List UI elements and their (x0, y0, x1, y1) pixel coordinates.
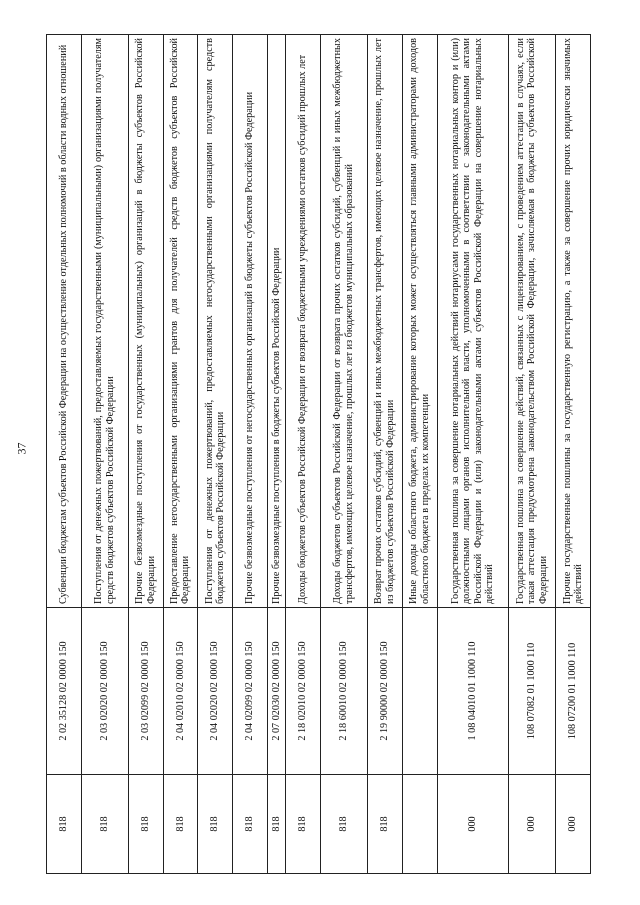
table-row (267, 35, 285, 874)
revenue-code-cell: 2 18 02010 02 0000 150 (286, 608, 321, 775)
table-row (163, 35, 198, 874)
revenue-code-cell: 2 04 02020 02 0000 150 (198, 608, 233, 775)
revenue-name-cell: Субвенции бюджетам субъектов Российской Федерации на осуществление отдельных полномочий в области водных отношений (47, 35, 82, 608)
revenue-code-cell: 2 03 02020 02 0000 150 (81, 608, 128, 775)
admin-code-cell (402, 775, 437, 874)
table-row (368, 35, 403, 874)
revenue-code-cell (402, 608, 437, 775)
admin-code-cell: 818 (286, 775, 321, 874)
revenue-code-cell: 2 03 02099 02 0000 150 (128, 608, 163, 775)
revenue-name-cell: Иные доходы областного бюджета, администрирование которых может осуществляться главными администраторами доходов областного бюджета в пределах их компетенции (402, 35, 437, 608)
admin-code-cell: 818 (368, 775, 403, 874)
table-row (402, 35, 437, 874)
revenue-name-cell: Прочие безвозмездные поступления в бюджеты субъектов Российской Федерации (267, 35, 285, 608)
revenue-code-cell: 2 04 02099 02 0000 150 (233, 608, 268, 775)
table-row (128, 35, 163, 874)
revenue-name-cell: Доходы бюджетов субъектов Российской Федерации от возврата прочих остатков субсидий, субвенций и иных межбюджетных трансфертов, имеющих целевое назначение, прошлых лет из бюджетов муниципальных образований (321, 35, 368, 608)
table-row (556, 35, 591, 874)
revenue-name-cell: Государственная пошлина за совершение нотариальных действий нотариусами государственных нотариальных контор и (или) должностными лицами органов исполнительной власти, уполномоченными в соответствии с законодательными актами Российской Федерации и (или) законодательными актами субъектов Российской Федерации на совершение нотариальных действий (437, 35, 509, 608)
admin-code-cell: 818 (81, 775, 128, 874)
revenue-code-cell: 2 07 02030 02 0000 150 (267, 608, 285, 775)
revenue-name-cell: Возврат прочих остатков субсидий, субвенций и иных межбюджетных трансфертов, имеющих целевое назначение, прошлых лет из бюджетов субъектов Российской Федерации (368, 35, 403, 608)
admin-code-cell: 818 (198, 775, 233, 874)
revenue-code-cell: 2 04 02010 02 0000 150 (163, 608, 198, 775)
table-row (233, 35, 268, 874)
revenue-name-cell: Государственная пошлина за совершение действий, связанных с лицензированием, с проведением аттестации в случаях, если такая аттестация предусмотрена законодательством Российской Федерации, зачисляемая в бюджеты субъектов Российской Федерации (509, 35, 556, 608)
table-row (81, 35, 128, 874)
revenue-code-cell: 2 19 90000 02 0000 150 (368, 608, 403, 775)
revenue-code-cell: 108 07200 01 1000 110 (556, 608, 591, 775)
revenue-codes-table (46, 34, 591, 874)
table-row (286, 35, 321, 874)
table-row (198, 35, 233, 874)
admin-code-cell: 818 (233, 775, 268, 874)
table-row (321, 35, 368, 874)
page-number: 37 (14, 442, 29, 455)
revenue-code-cell: 2 18 60010 02 0000 150 (321, 608, 368, 775)
admin-code-cell: 818 (163, 775, 198, 874)
revenue-code-cell: 2 02 35128 02 0000 150 (47, 608, 82, 775)
admin-code-cell: 818 (47, 775, 82, 874)
revenue-name-cell: Поступления от денежных пожертвований, предоставляемых негосударственными организациями получателям средств бюджетов субъектов Российской Федерации (198, 35, 233, 608)
table-row (437, 35, 509, 874)
admin-code-cell: 000 (556, 775, 591, 874)
admin-code-cell: 000 (509, 775, 556, 874)
revenue-name-cell: Предоставление негосударственными организациями грантов для получателей средств бюджетов субъектов Российской Федерации (163, 35, 198, 608)
revenue-code-cell: 108 07082 01 1000 110 (509, 608, 556, 775)
admin-code-cell: 818 (267, 775, 285, 874)
revenue-name-cell: Прочие безвозмездные поступления от негосударственных организаций в бюджеты субъектов Российской Федерации (233, 35, 268, 608)
revenue-name-cell: Доходы бюджетов субъектов Российской Федерации от возврата бюджетными учреждениями остатков субсидий прошлых лет (286, 35, 321, 608)
table-row (509, 35, 556, 874)
rotated-table-container (46, 34, 591, 874)
admin-code-cell: 818 (128, 775, 163, 874)
revenue-name-cell: Прочие государственные пошлины за государственную регистрацию, а также за совершение прочих юридически значимых действий (556, 35, 591, 608)
admin-code-cell: 000 (437, 775, 509, 874)
revenue-code-cell: 1 08 04010 01 1000 110 (437, 608, 509, 775)
revenue-name-cell: Прочие безвозмездные поступления от государственных (муниципальных) организаций в бюджеты субъектов Российской Федерации (128, 35, 163, 608)
table-row (47, 35, 82, 874)
admin-code-cell: 818 (321, 775, 368, 874)
revenue-name-cell: Поступления от денежных пожертвований, предоставляемых государственными (муниципальными) организациями получателям средств бюджетов субъектов Российской Федерации (81, 35, 128, 608)
